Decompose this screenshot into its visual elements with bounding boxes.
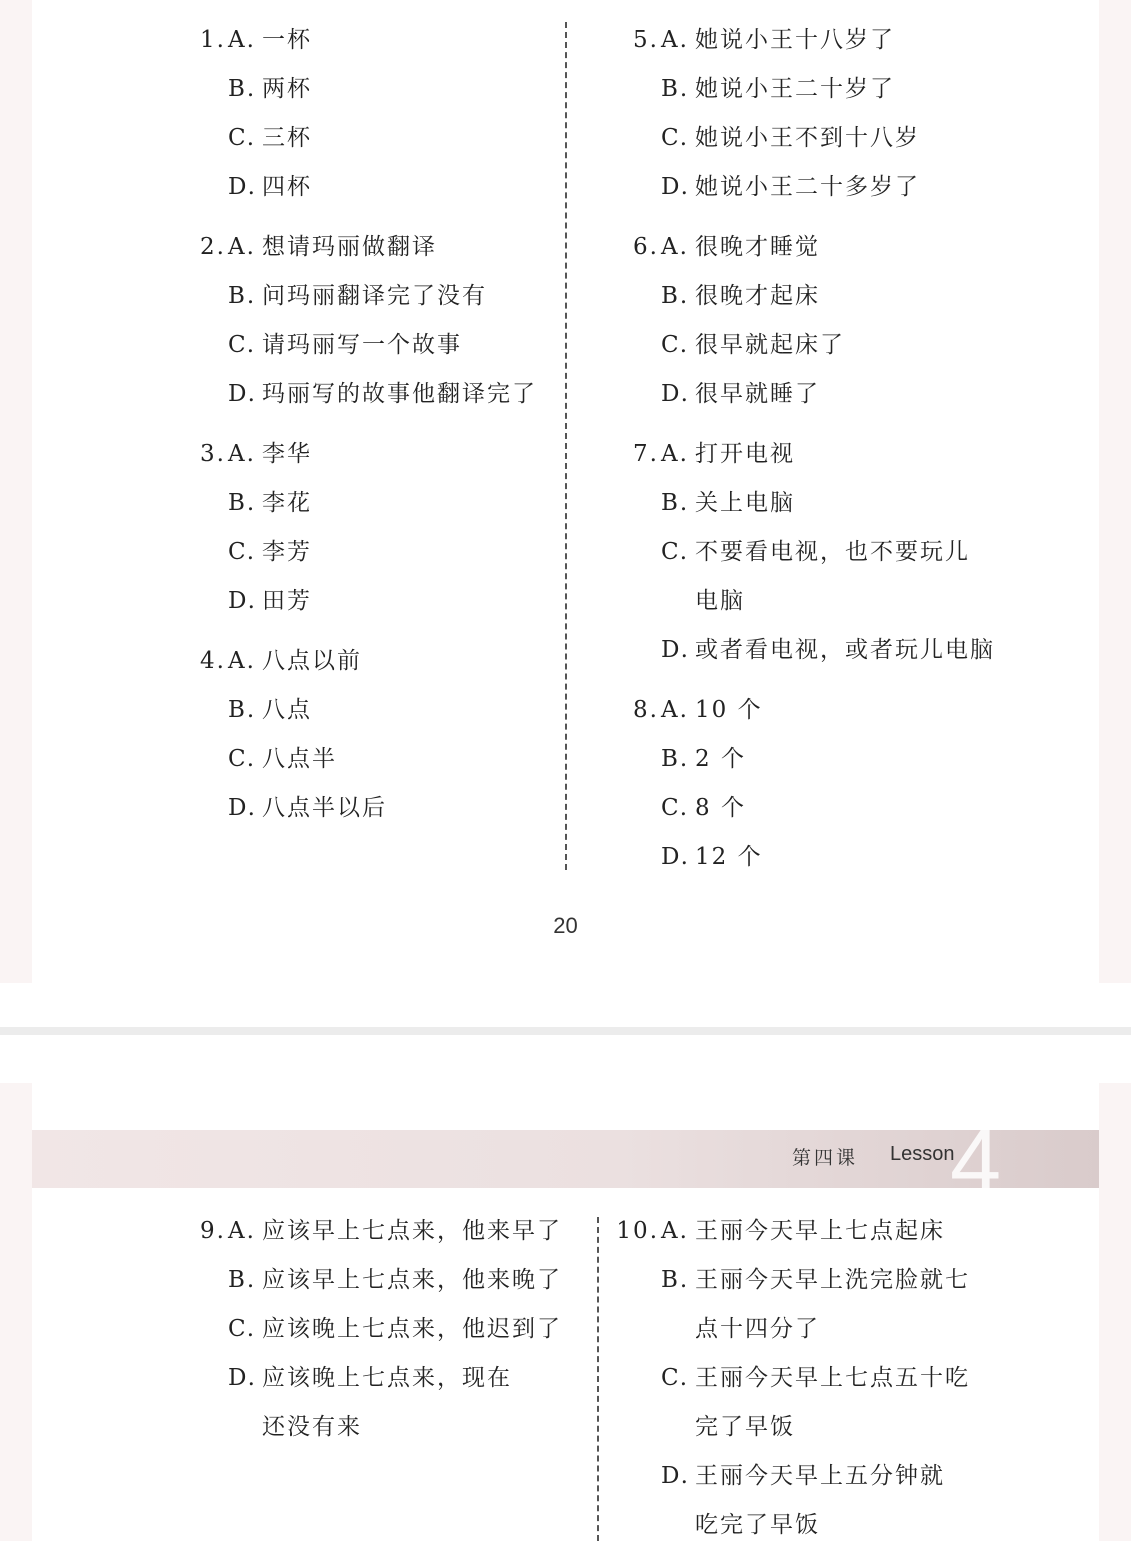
answer-option [202,71,642,120]
question-number: 7. [633,441,659,467]
option-letter: A. [228,441,256,467]
answer-option-continuation [202,1409,642,1458]
question-2 [202,229,642,425]
lesson-title-chinese: 第四课 [792,1147,859,1169]
answer-option [635,169,1075,218]
option-letter: D. [661,174,690,200]
answer-option [635,790,1075,839]
option-text: 2 个 [695,746,746,772]
option-letter: C. [661,539,690,565]
answer-option [202,169,642,218]
question-number: 5. [633,27,659,53]
option-text: 三杯 [262,125,312,151]
answer-option [635,741,1075,790]
answer-option-continuation [635,583,1075,632]
option-text: 李华 [262,441,312,467]
option-letter: A. [661,441,689,467]
right-page-edge [1099,1083,1131,1541]
question-8 [635,692,1075,888]
option-text: 八点以前 [262,648,362,674]
option-text: 很早就起床了 [695,332,845,358]
answer-option [635,1360,1075,1409]
option-text: 关上电脑 [695,490,795,516]
option-letter: B. [661,283,690,309]
option-text: 打开电视 [695,441,795,467]
option-text: 10 个 [695,697,763,723]
option-text: 王丽今天早上七点起床 [695,1218,945,1244]
question-10 [616,1213,1075,1541]
option-text: 不要看电视，也不要玩儿 [695,539,970,565]
option-text: 应该晚上七点来，他迟到了 [262,1316,562,1342]
answer-option [635,485,1075,534]
answer-option [202,1311,642,1360]
question-number: 6. [633,234,659,260]
option-letter: B. [661,1267,690,1293]
option-letter: D. [228,588,257,614]
option-text: 八点 [262,697,312,723]
option-text: 李花 [262,490,312,516]
option-text: 王丽今天早上七点五十吃 [695,1365,970,1391]
answer-option [616,1213,1075,1262]
question-number: 3. [200,441,226,467]
answer-option [635,436,1075,485]
answer-option [202,229,642,278]
option-text: 李芳 [262,539,312,565]
option-text: 还没有来 [262,1414,362,1440]
answer-option [202,741,642,790]
option-text: 八点半以后 [262,795,387,821]
question-9 [202,1213,642,1458]
page-number: 20 [553,913,578,938]
option-text: 很早就睡了 [695,381,820,407]
option-letter: B. [228,697,257,723]
option-text: 很晚才睡觉 [695,234,820,260]
option-letter: C. [228,332,257,358]
question-7 [635,436,1075,681]
option-text: 八点半 [262,746,337,772]
answer-option [635,278,1075,327]
option-text: 她说小王二十多岁了 [695,174,920,200]
option-text: 一杯 [262,27,312,53]
answer-option [635,120,1075,169]
option-text: 应该早上七点来，他来早了 [262,1218,562,1244]
answer-option [635,229,1075,278]
option-text: 玛丽写的故事他翻译完了 [262,381,537,407]
answer-option [202,436,642,485]
option-text: 请玛丽写一个故事 [262,332,462,358]
answer-option [202,327,642,376]
question-number: 10. [616,1218,659,1244]
right-page-edge [1099,0,1131,983]
option-letter: C. [661,1365,690,1391]
option-letter: B. [228,283,257,309]
option-text: 8 个 [695,795,746,821]
answer-option [635,376,1075,425]
option-text: 问玛丽翻译完了没有 [262,283,487,309]
option-letter: D. [228,795,257,821]
option-letter: B. [661,76,690,102]
option-letter: A. [661,27,689,53]
option-text: 或者看电视，或者玩儿电脑 [695,637,995,663]
option-text: 应该晚上七点来，现在 [262,1365,512,1391]
option-text: 想请玛丽做翻译 [262,234,437,260]
option-letter: C. [661,795,690,821]
option-text: 应该早上七点来，他来晚了 [262,1267,562,1293]
option-letter: D. [228,174,257,200]
answer-option [635,327,1075,376]
answer-option [202,643,642,692]
answer-option [635,1262,1075,1311]
answer-option [202,1262,642,1311]
answer-option [202,534,642,583]
option-letter: A. [228,27,256,53]
answer-option [202,278,642,327]
question-3 [202,436,642,632]
answer-option [202,376,642,425]
option-letter: C. [228,746,257,772]
answer-option [202,485,642,534]
answer-option [635,534,1075,583]
answer-option-continuation [635,1507,1075,1541]
option-text: 王丽今天早上洗完脸就七 [695,1267,970,1293]
option-letter: B. [661,490,690,516]
option-text: 电脑 [695,588,745,614]
option-letter: D. [228,1365,257,1391]
answer-option [202,1213,642,1262]
answer-option [202,692,642,741]
option-letter: B. [661,746,690,772]
lesson-title-english: Lesson [890,1143,955,1165]
option-text: 很晚才起床 [695,283,820,309]
option-letter: D. [661,1463,690,1489]
question-number: 2. [200,234,226,260]
option-letter: B. [228,1267,257,1293]
option-letter: B. [228,76,257,102]
answer-option [635,632,1075,681]
question-5 [635,22,1075,218]
question-6 [635,229,1075,425]
question-1 [202,22,642,218]
textbook-page-21 [0,1035,1131,1541]
option-text: 四杯 [262,174,312,200]
question-number: 1. [200,27,226,53]
option-text: 12 个 [695,844,763,870]
option-text: 她说小王十八岁了 [695,27,895,53]
option-text: 她说小王二十岁了 [695,76,895,102]
answer-option [635,839,1075,888]
option-letter: C. [228,1316,257,1342]
question-number: 4. [200,648,226,674]
option-letter: D. [228,381,257,407]
answer-option [635,22,1075,71]
option-text: 点十四分了 [695,1316,820,1342]
answer-option [635,692,1075,741]
option-letter: C. [661,125,690,151]
lesson-number: 4 [950,1111,1002,1213]
option-letter: D. [661,381,690,407]
question-number: 8. [633,697,659,723]
answer-option-continuation [635,1311,1075,1360]
option-letter: A. [661,697,689,723]
answer-option [202,583,642,632]
option-text: 吃完了早饭 [695,1512,820,1538]
option-letter: A. [661,1218,689,1244]
option-text: 田芳 [262,588,312,614]
option-letter: A. [661,234,689,260]
answer-option [635,71,1075,120]
left-page-edge [0,1083,32,1541]
question-4 [202,643,642,839]
option-letter: C. [228,539,257,565]
answer-option [202,22,642,71]
option-letter: B. [228,490,257,516]
answer-option [202,120,642,169]
answer-option-continuation [635,1409,1075,1458]
left-page-edge [0,0,32,983]
option-letter: A. [228,648,256,674]
option-letter: A. [228,1218,256,1244]
lesson-header-band [32,1111,1099,1213]
answer-option [202,1360,642,1409]
option-text: 完了早饭 [695,1414,795,1440]
answer-option [635,1458,1075,1507]
option-letter: D. [661,844,690,870]
option-letter: A. [228,234,256,260]
question-number: 9. [200,1218,226,1244]
option-letter: C. [228,125,257,151]
option-text: 两杯 [262,76,312,102]
option-text: 王丽今天早上五分钟就 [695,1463,945,1489]
answer-option [202,790,642,839]
option-text: 她说小王不到十八岁 [695,125,920,151]
option-letter: D. [661,637,690,663]
option-letter: C. [661,332,690,358]
